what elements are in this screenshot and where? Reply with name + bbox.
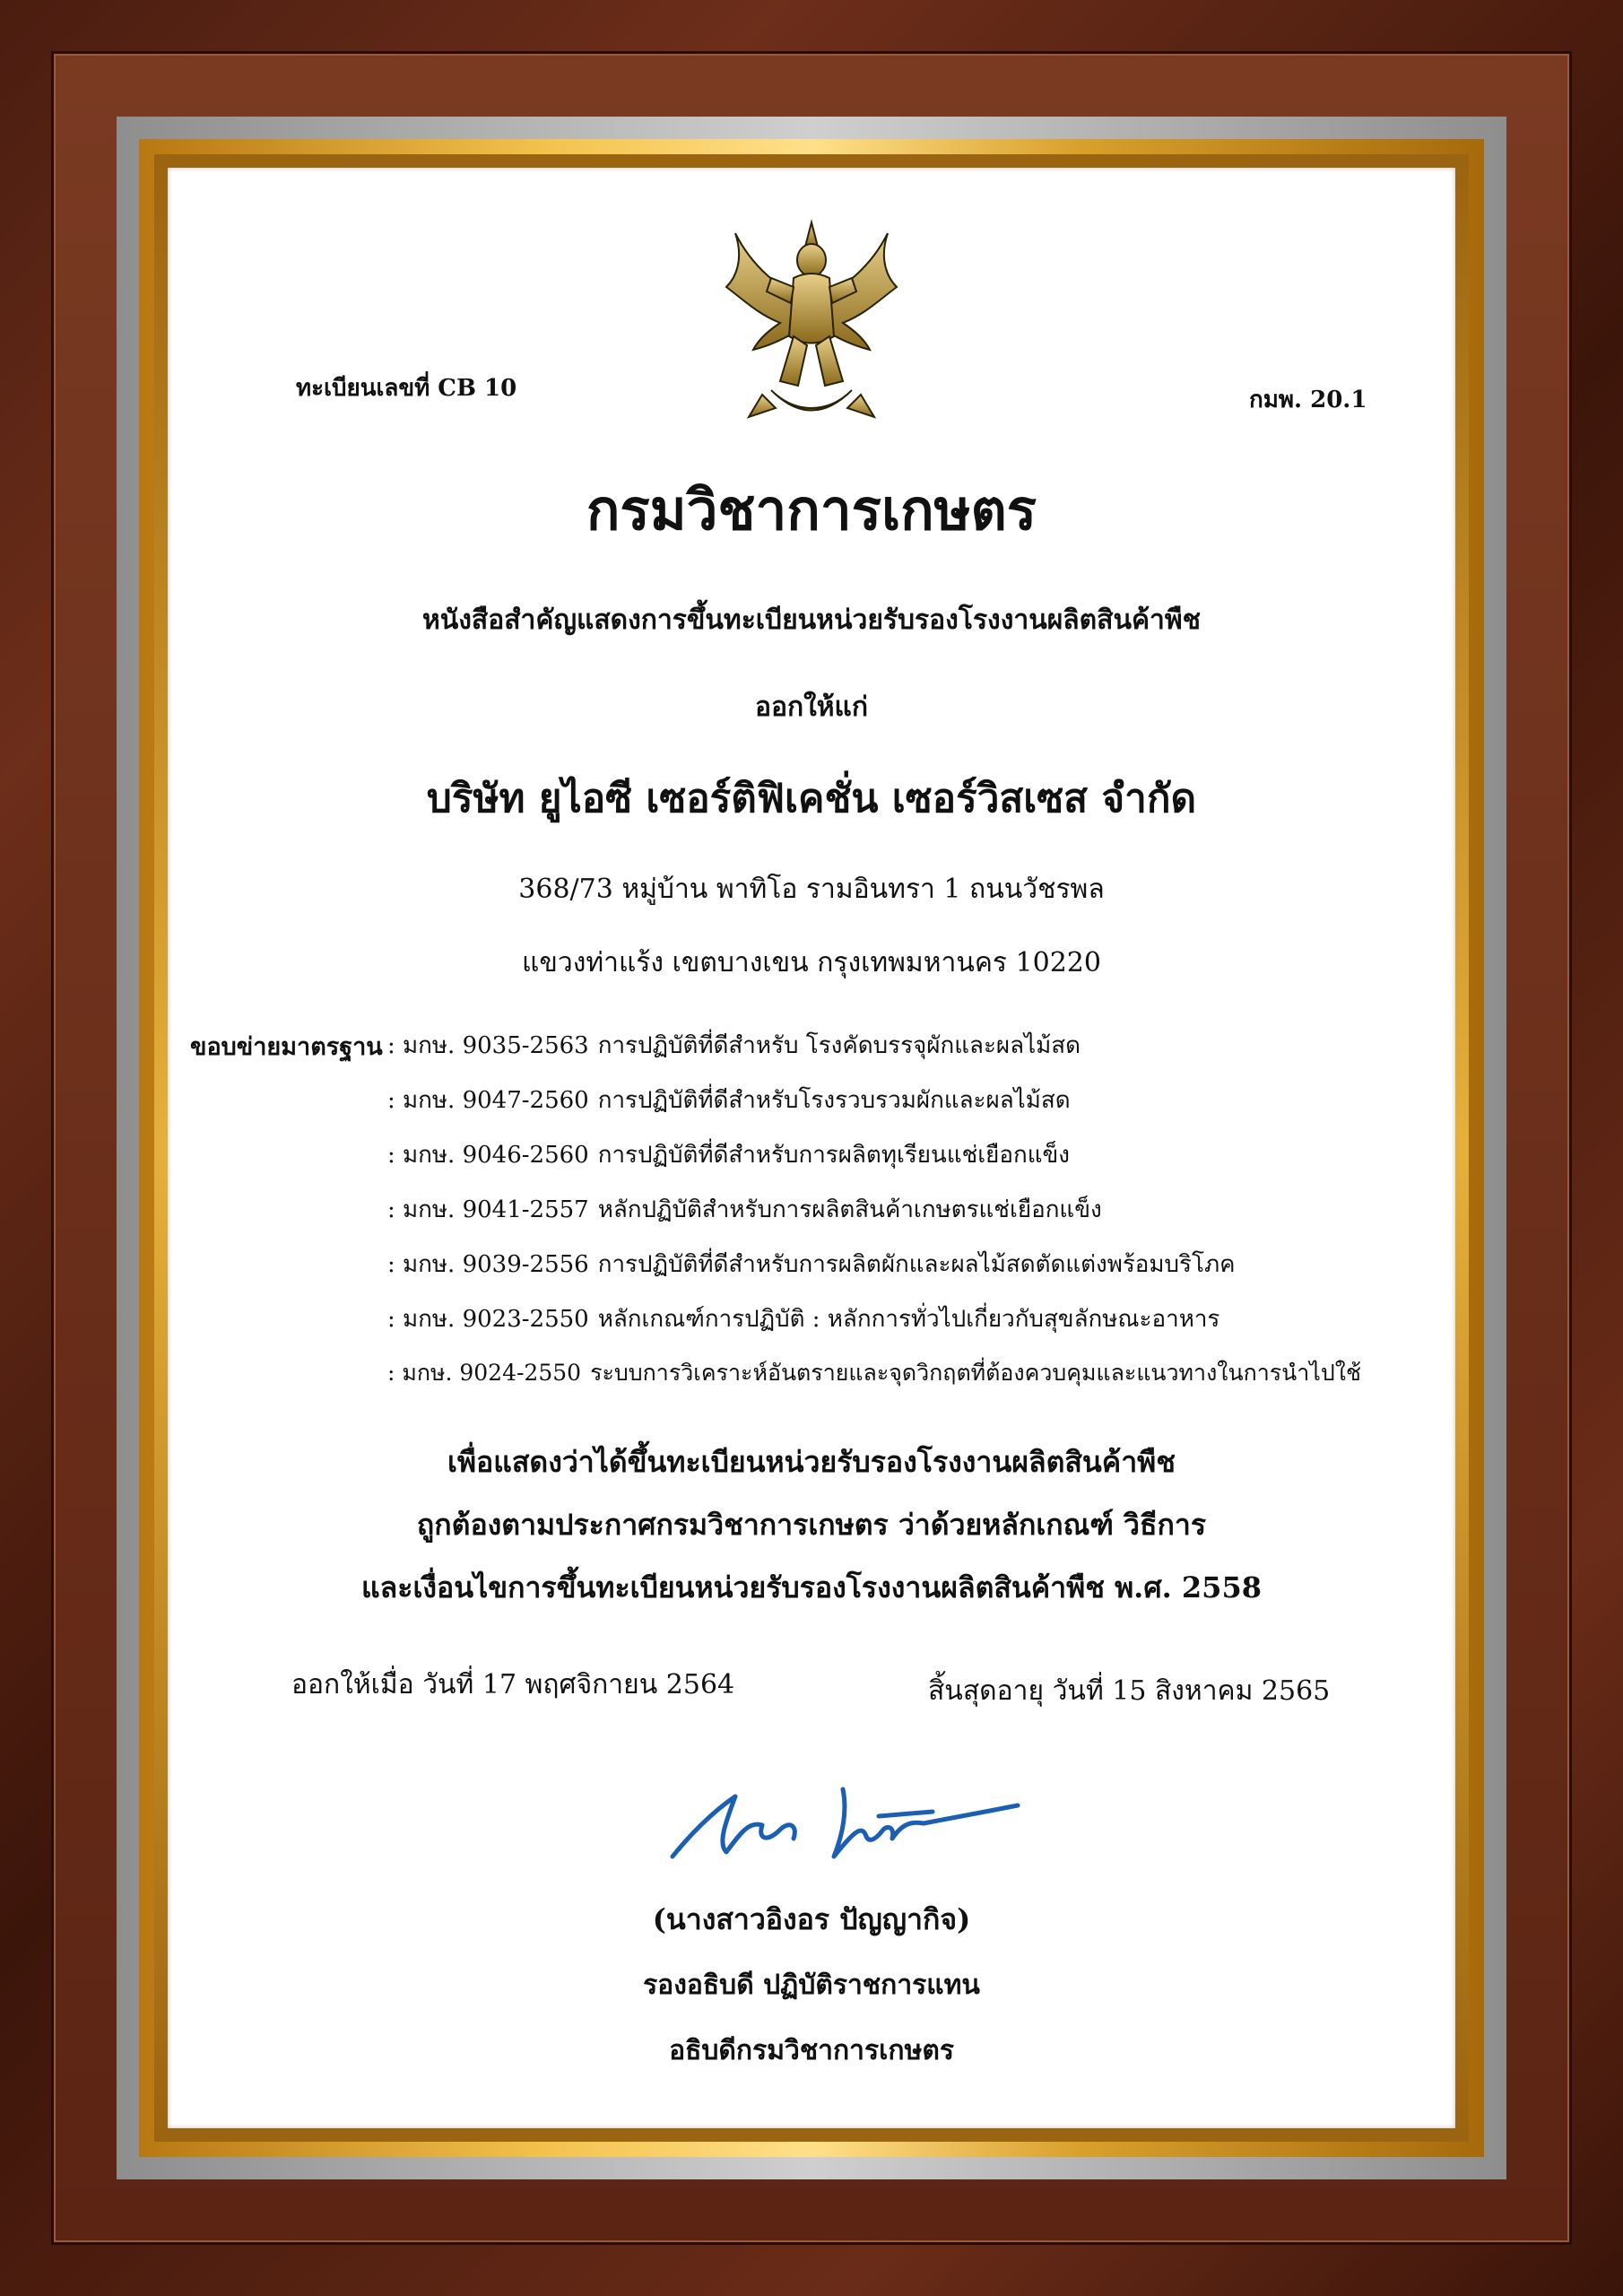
standard-name: การปฏิบัติที่ดีสำหรับ โรงคัดบรรจุผักและผลไม้สด — [597, 1032, 1081, 1059]
company-name: บริษัท ยูไอซี เซอร์ติฟิเคชั่น เซอร์วิสเซส จำกัด — [426, 776, 1197, 822]
standard-code: : มกษ. 9039-2556 — [387, 1251, 589, 1278]
issue-date: ออกให้เมื่อ วันที่ 17 พฤศจิกายน 2564 — [291, 1669, 735, 1700]
standard-name: การปฏิบัติที่ดีสำหรับการผลิตทุเรียนแช่เยือกแข็ง — [597, 1142, 1070, 1169]
address-line-2: แขวงท่าแร้ง เขตบางเขน กรุงเทพมหานคร 10220 — [522, 947, 1101, 978]
standard-code: : มกษ. 9035-2563 — [387, 1032, 589, 1059]
page-title: กรมวิชาการเกษตร — [586, 477, 1037, 543]
declaration-line-3: และเงื่อนไขการขึ้นทะเบียนหน่วยรับรองโรงงานผลิตสินค้าพืช พ.ศ. 2558 — [361, 1570, 1262, 1605]
standard-code: : มกษ. 9046-2560 — [387, 1142, 589, 1169]
scope-label: ขอบข่ายมาตรฐาน — [190, 1033, 383, 1061]
declaration-line-1: เพื่อแสดงว่าได้ขึ้นทะเบียนหน่วยรับรองโรงงานผลิตสินค้าพืช — [447, 1445, 1176, 1479]
standard-name: การปฏิบัติที่ดีสำหรับการผลิตผักและผลไม้สดตัดแต่งพร้อมบริโภค — [597, 1251, 1236, 1278]
standard-code: : มกษ. 9047-2560 — [387, 1087, 589, 1114]
expiry-date: สิ้นสุดอายุ วันที่ 15 สิงหาคม 2565 — [928, 1675, 1331, 1707]
certificate-subtitle: หนังสือสำคัญแสดงการขึ้นทะเบียนหน่วยรับรองโรงงานผลิตสินค้าพืช — [421, 604, 1202, 636]
form-code: กมพ. 20.1 — [1249, 387, 1367, 413]
standard-code: : มกษ. 9023-2550 — [387, 1306, 589, 1333]
list-item — [387, 1246, 1236, 1283]
standard-name: หลักปฏิบัติสำหรับการผลิตสินค้าเกษตรแช่เยือกแข็ง — [597, 1196, 1102, 1223]
signatory-position-1: รองอธิบดี ปฏิบัติราชการแทน — [643, 1970, 980, 2001]
declaration-line-2: ถูกต้องตามประกาศกรมวิชาการเกษตร ว่าด้วยหลักเกณฑ์ วิธีการ — [416, 1508, 1207, 1542]
garuda-emblem-icon — [717, 215, 906, 430]
standard-name: ระบบการวิเคราะห์อันตรายและจุดวิกฤตที่ต้องควบคุมและแนวทางในการนำไปใช้ — [590, 1360, 1361, 1386]
standard-name: การปฏิบัติที่ดีสำหรับโรงรวบรวมผักและผลไม้สด — [597, 1087, 1071, 1114]
list-item — [387, 1191, 1102, 1228]
registration-number: ทะเบียนเลขที่ CB 10 — [296, 375, 517, 402]
standard-code: : มกษ. 9041-2557 — [387, 1196, 589, 1223]
standard-code: : มกษ. 9024-2550 — [387, 1360, 582, 1386]
signatory-name: (นางสาวอิงอร ปัญญากิจ) — [652, 1902, 971, 1936]
signatory-position-2: อธิบดีกรมวิชาการเกษตร — [669, 2035, 954, 2066]
list-item — [387, 1027, 1081, 1064]
handwritten-signature — [664, 1771, 1022, 1870]
list-item — [387, 1355, 1361, 1391]
list-item — [387, 1136, 1070, 1173]
list-item — [387, 1300, 1219, 1337]
address-line-1: 368/73 หมู่บ้าน พาทิโอ รามอินทรา 1 ถนนวัชรพล — [518, 874, 1105, 905]
issued-to-label: ออกให้แก่ — [754, 691, 869, 723]
standard-name: หลักเกณฑ์การปฏิบัติ : หลักการทั่วไปเกี่ยวกับสุขลักษณะอาหาร — [597, 1306, 1220, 1333]
list-item — [387, 1082, 1071, 1118]
